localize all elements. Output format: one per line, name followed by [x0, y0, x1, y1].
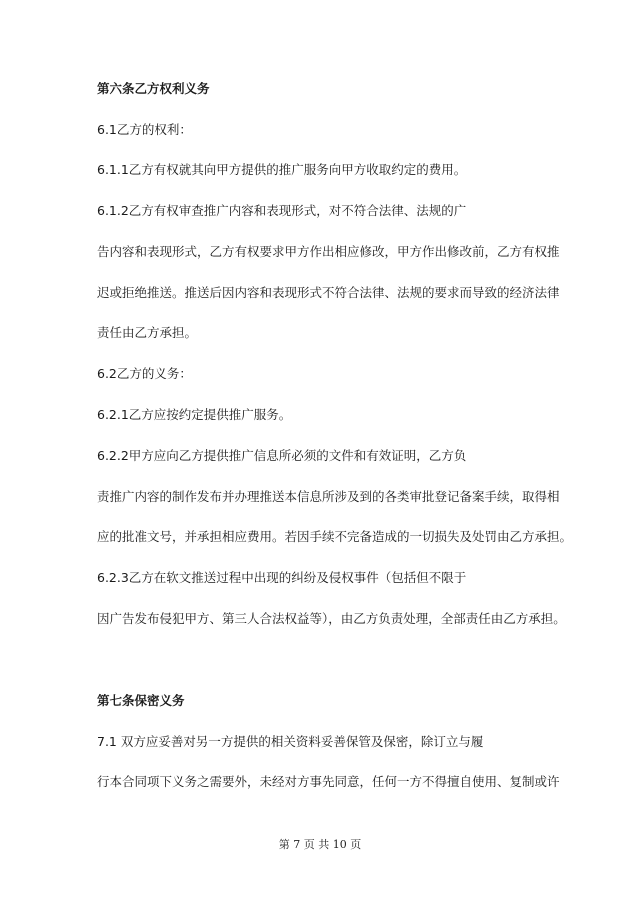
clause-6-1-2-line-3: 迟或拒绝推送。推送后因内容和表现形式不符合法律、法规的要求而导致的经济法律 — [97, 285, 560, 300]
clause-6-2-3-line-2: 因广告发布侵犯甲方、第三人合法权益等），由乙方负责处理，全部责任由乙方承担。 — [97, 611, 566, 626]
clause-6-1: 6.1乙方的权利： — [97, 122, 192, 137]
clause-6-2-2-line-1: 6.2.2甲方应向乙方提供推广信息所必须的文件和有效证明，乙方负 — [97, 448, 467, 463]
clause-6-1-1: 6.1.1乙方有权就其向甲方提供的推广服务向甲方收取约定的费用。 — [97, 162, 467, 177]
clause-6-2-2-line-3: 应的批准文号，并承担相应费用。若因手续不完备造成的一切损失及处罚由乙方承担。 — [97, 529, 573, 544]
clause-6-1-2-line-2: 告内容和表现形式，乙方有权要求甲方作出相应修改，甲方作出修改前，乙方有权推 — [97, 244, 560, 259]
clause-6-2-1: 6.2.1乙方应按约定提供推广服务。 — [97, 407, 292, 422]
clause-6-1-2-line-4: 责任由乙方承担。 — [97, 325, 198, 340]
clause-6-2: 6.2乙方的义务： — [97, 366, 192, 381]
page-number-footer: 第 7 页 共 10 页 — [278, 838, 362, 851]
clause-6-2-2-line-2: 责推广内容的制作发布并办理推送本信息所涉及到的各类审批登记备案手续，取得相 — [97, 489, 560, 504]
clause-6-1-2-line-1: 6.1.2乙方有权审查推广内容和表现形式，对不符合法律、法规的广 — [97, 203, 467, 218]
clause-6-2-3-line-1: 6.2.3乙方在软文推送过程中出现的纠纷及侵权事件（包括但不限于 — [97, 570, 467, 585]
section-7-heading: 第七条保密义务 — [97, 693, 185, 708]
clause-7-1-line-2: 行本合同项下义务之需要外，未经对方事先同意，任何一方不得擅自使用、复制或许 — [97, 774, 560, 789]
section-6-heading: 第六条乙方权利义务 — [97, 81, 210, 96]
clause-7-1-line-1: 7.1 双方应妥善对另一方提供的相关资料妥善保管及保密，除订立与履 — [97, 734, 484, 749]
